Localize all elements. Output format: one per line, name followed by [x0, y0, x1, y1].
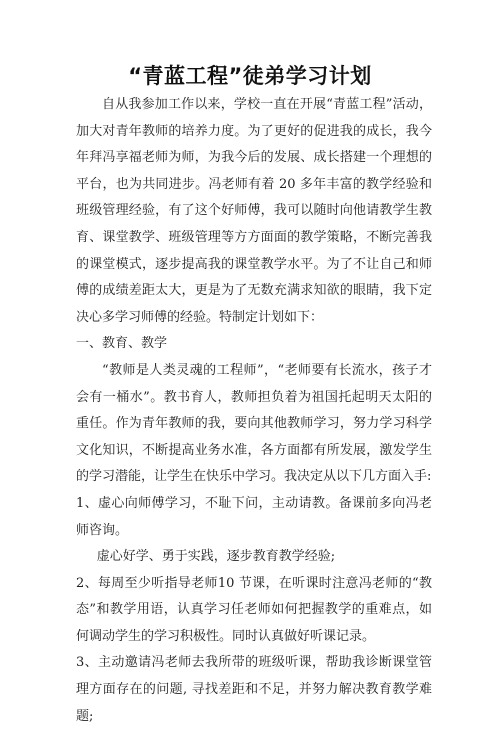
section-heading-teaching: 一、教育、教学: [76, 336, 168, 352]
plan-item-1-continued: 虚心好学、勇于实践，逐步教育教学经验;: [96, 549, 336, 565]
teaching-paragraph: “教师是人类灵魂的工程师”，“老师要有长流水，孩子才会有一桶水”。教书育人，教师担负着为祖国托起明天太阳的重任。作为青年教师的我，要向其他教师学习，努力学习科学文化知识，不断提高业务水准，各方面都有所发展，激发学生的学习潜能，让学生在快乐中学习。我决定从以下几方面入手:: [76, 362, 432, 485]
plan-item-2: 2、每周至少听指导老师10 节课，在听课时注意冯老师的“教态”和教学用语，认真学习任老师如何把握教学的重难点，如何调动学生的学习积极性。同时认真做好听课记录。: [76, 575, 432, 644]
document-body: [76, 92, 432, 730]
plan-item-1: 1、虚心向师傅学习，不耻下问，主动请教。备课前多向冯老师咨询。: [76, 495, 432, 538]
plan-item-3: 3、主动邀请冯老师去我所带的班级听课，帮助我诊断课堂管理方面存在的问题, 寻找差距和不足，并努力解决教育教学难题;: [76, 655, 432, 724]
document-title: “青蓝工程”徒弟学习计划: [128, 64, 372, 88]
intro-paragraph: 自从我参加工作以来，学校一直在开展“青蓝工程”活动，加大对青年教师的培养力度。为了更好的促进我的成长，我今年拜冯享福老师为师，为我今后的发展、成长搭建一个理想的平台，也为共同进步。冯老师有着 20 多年丰富的教学经验和班级管理经验，有了这个好师傅，我可以随时向他请教学生教育、课堂教学、班级管理等方方面面的教学策略，不断完善我的课堂模式，逐步提高我的课堂教学水平。为了不让自己和师傅的成绩差距太大，更是为了无数充满求知欲的眼睛，我下定决心多学习师傅的经验。特制定计划如下：: [76, 97, 432, 325]
